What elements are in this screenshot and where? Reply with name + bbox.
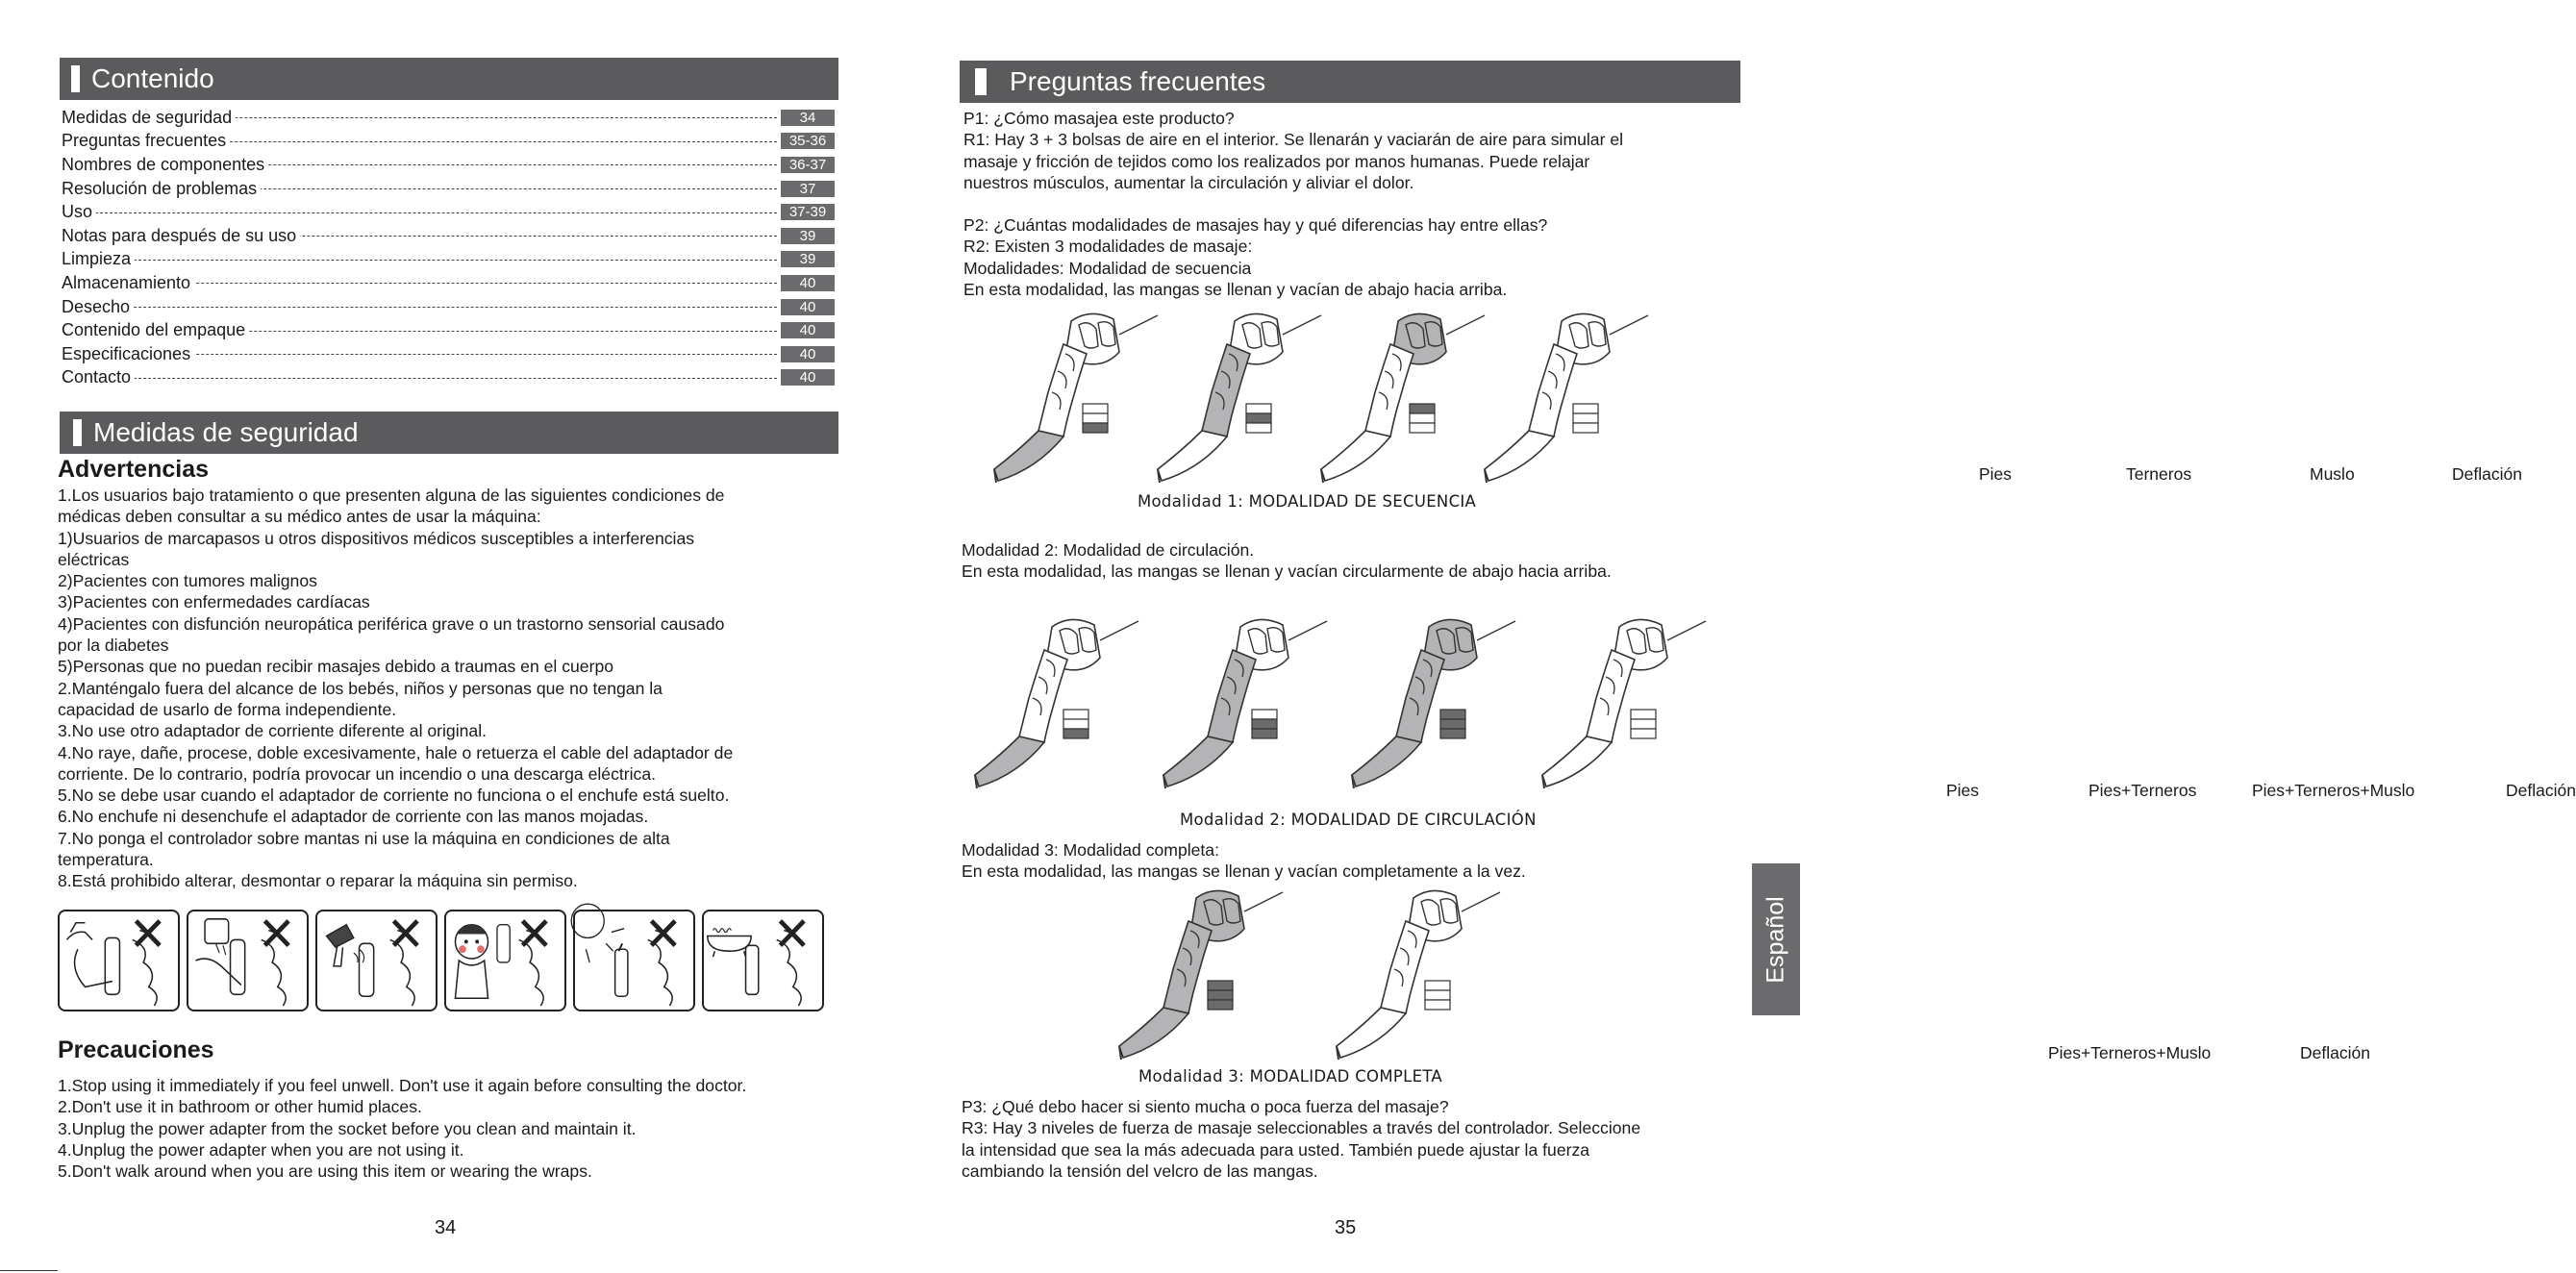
toc-label: Especificaciones bbox=[62, 344, 194, 364]
text-line: 4.No raye, dañe, procese, doble excesivamente, hale o retuerza el cable del adaptador de bbox=[58, 742, 734, 762]
right-page bbox=[900, 0, 2576, 1273]
toc-row bbox=[62, 366, 835, 390]
toc-page: 40 bbox=[781, 369, 835, 386]
text-line: Modalidad 3: Modalidad completa: bbox=[962, 840, 1219, 860]
text-line: En esta modalidad, las mangas se llenan y vacían circularmente de abajo hacia arriba. bbox=[962, 562, 1612, 582]
safety-title: Medidas de seguridad bbox=[93, 417, 359, 447]
toc-row bbox=[62, 248, 835, 272]
leg-sleeve bbox=[1337, 890, 1500, 1060]
text-line: En esta modalidad, las mangas se llenan y vacían completamente a la vez. bbox=[962, 861, 1526, 882]
mode-label: Terneros bbox=[2126, 464, 2192, 484]
text-line: 2.Don't use it in bathroom or other humid places. bbox=[58, 1097, 422, 1117]
toc-row bbox=[62, 318, 835, 342]
mode2-intro bbox=[962, 539, 1750, 583]
text-line: corriente. De lo contrario, podría provocar un incendio o una descarga eléctrica. bbox=[58, 763, 656, 784]
text-line: 8.Está prohibido alterar, desmontar o reparar la máquina sin permiso. bbox=[58, 871, 578, 891]
warning-pictograms bbox=[58, 910, 824, 1011]
child-warning-icon bbox=[444, 910, 566, 1011]
toc-row bbox=[62, 342, 835, 366]
leg-sleeve bbox=[975, 619, 1138, 788]
text-line: nuestros músculos, aumentar la circulación y aliviar el dolor. bbox=[963, 172, 1414, 192]
text-line: 5.No se debe usar cuando el adaptador de corriente no funciona o el enchufe está suelto. bbox=[58, 786, 730, 806]
sun-heat-warning-icon bbox=[573, 910, 695, 1011]
faq-title: Preguntas frecuentes bbox=[1010, 66, 1266, 96]
toc-label: Almacenamiento bbox=[62, 273, 194, 293]
leg-sleeve bbox=[1352, 619, 1515, 788]
text-line: En esta modalidad, las mangas se llenan y vacían de abajo hacia arriba. bbox=[963, 279, 1508, 299]
toc-leader bbox=[62, 307, 777, 308]
text-line: 2.Manténgalo fuera del alcance de los bebés, niños y personas que no tengan la bbox=[58, 678, 663, 698]
text-line: Modalidades: Modalidad de secuencia bbox=[963, 258, 1252, 278]
text-line: 5.Don't walk around when you are using this item or wearing the wraps. bbox=[58, 1161, 592, 1182]
mode3-legs bbox=[1112, 885, 1515, 1067]
text-line: 4)Pacientes con disfunción neuropática periférica grave o un trastorno sensorial causado bbox=[58, 613, 725, 634]
text-line: 7.No ponga el controlador sobre mantas ni use la máquina en condiciones de alta bbox=[58, 828, 670, 848]
toc-label: Uso bbox=[62, 202, 96, 222]
toc-label: Medidas de seguridad bbox=[62, 108, 236, 128]
toc-label: Contacto bbox=[62, 367, 135, 387]
page-number: 34 bbox=[435, 1217, 457, 1238]
text-line: 6.No enchufe ni desenchufe el adaptador de corriente con las manos mojadas. bbox=[58, 807, 649, 827]
bathtub-warning-icon bbox=[702, 910, 824, 1011]
mode3-intro bbox=[962, 839, 1750, 883]
faq-q2 bbox=[963, 214, 1752, 300]
toc-page: 39 bbox=[781, 228, 835, 244]
toc-label: Contenido del empaque bbox=[62, 320, 249, 340]
toc-label: Limpieza bbox=[62, 249, 135, 269]
text-line: P2: ¿Cuántas modalidades de masajes hay y qué diferencias hay entre ellas? bbox=[963, 215, 1548, 235]
leg-sleeve bbox=[1163, 619, 1327, 788]
toc-label: Resolución de problemas bbox=[62, 179, 261, 199]
mode3-figure bbox=[1112, 885, 1515, 1067]
leg-sleeve bbox=[994, 313, 1158, 483]
header-marker bbox=[71, 65, 80, 92]
leg-sleeve bbox=[1542, 619, 1706, 788]
mode3-title: Modalidad 3: MODALIDAD COMPLETA bbox=[1138, 1067, 1443, 1086]
text-line: la intensidad que sea la más adecuada para usted. También puede ajustar la fuerza bbox=[962, 1139, 1590, 1160]
text-line: 3.Unplug the power adapter from the socket before you clean and maintain it. bbox=[58, 1118, 637, 1138]
toc-page: 36-37 bbox=[781, 157, 835, 173]
toc-header bbox=[60, 58, 838, 100]
left-page bbox=[0, 0, 900, 1273]
text-line: Modalidad 2: Modalidad de circulación. bbox=[962, 540, 1255, 560]
mode-label: Muslo bbox=[2310, 464, 2355, 484]
mode-label: Pies bbox=[1946, 781, 1980, 800]
toc-leader bbox=[62, 212, 777, 213]
safety-header bbox=[60, 412, 838, 454]
text-line: 3)Pacientes con enfermedades cardíacas bbox=[58, 592, 370, 612]
leg-sleeve bbox=[1321, 313, 1485, 483]
text-line: 4.Unplug the power adapter when you are not using it. bbox=[58, 1139, 464, 1160]
toc-title: Contenido bbox=[91, 63, 214, 93]
text-line: P3: ¿Qué debo hacer si siento mucha o poca fuerza del masaje? bbox=[962, 1097, 1449, 1116]
hair-dryer-warning-icon bbox=[315, 910, 438, 1011]
text-line: 1)Usuarios de marcapasos u otros dispositivos médicos susceptibles a interferencias bbox=[58, 528, 695, 548]
mode2-legs bbox=[967, 612, 1698, 794]
precautions-text bbox=[58, 1075, 865, 1182]
toc-label: Notas para después de su uso bbox=[62, 226, 300, 246]
toc-page: 40 bbox=[781, 346, 835, 362]
toc-row bbox=[62, 200, 835, 224]
language-tab-label: Español bbox=[1762, 895, 1789, 984]
mode2-title: Modalidad 2: MODALIDAD DE CIRCULACIÓN bbox=[1180, 811, 1537, 829]
toc-page: 35-36 bbox=[781, 133, 835, 149]
table-of-contents bbox=[62, 106, 835, 389]
leg-sleeve bbox=[1119, 890, 1283, 1060]
toc-page: 40 bbox=[781, 299, 835, 315]
water-pour-warning-icon bbox=[187, 910, 309, 1011]
mode-label: Deflación bbox=[2506, 781, 2576, 800]
toc-page: 37-39 bbox=[781, 204, 835, 220]
toc-page: 34 bbox=[781, 110, 835, 126]
warnings-heading: Advertencias bbox=[58, 456, 210, 483]
warnings-text bbox=[58, 485, 846, 892]
mode2-figure bbox=[967, 612, 1698, 794]
text-line: eléctricas bbox=[58, 549, 130, 569]
toc-row bbox=[62, 153, 835, 177]
faq-q1 bbox=[963, 108, 1752, 193]
toc-row bbox=[62, 295, 835, 319]
header-marker bbox=[73, 419, 82, 446]
mode-label: Deflación bbox=[2452, 464, 2522, 484]
text-line: capacidad de usarlo de forma independiente. bbox=[58, 699, 397, 719]
toc-page: 39 bbox=[781, 251, 835, 267]
text-line: P1: ¿Cómo masajea este producto? bbox=[963, 109, 1235, 128]
toc-page: 40 bbox=[781, 275, 835, 291]
text-line: R3: Hay 3 niveles de fuerza de masaje seleccionables a través del controlador. Seleccione bbox=[962, 1118, 1641, 1138]
mode1-figure bbox=[987, 306, 1679, 488]
mode1-title: Modalidad 1: MODALIDAD DE SECUENCIA bbox=[1138, 492, 1477, 511]
text-line: 2)Pacientes con tumores malignos bbox=[58, 571, 317, 591]
toc-label: Preguntas frecuentes bbox=[62, 131, 230, 151]
text-line: médicas deben consultar a su médico antes de usar la máquina: bbox=[58, 507, 541, 527]
footer-line bbox=[0, 1270, 58, 1271]
mode1-legs bbox=[987, 306, 1679, 488]
page-number: 35 bbox=[1335, 1217, 1357, 1238]
text-line: 1.Stop using it immediately if you feel unwell. Don't use it again before consulting the doctor. bbox=[58, 1076, 747, 1095]
mode-label: Pies+Terneros+Muslo bbox=[2252, 781, 2415, 800]
mode-label: Pies+Terneros+Muslo bbox=[2048, 1043, 2212, 1062]
toc-label: Nombres de componentes bbox=[62, 155, 268, 175]
precautions-heading: Precauciones bbox=[58, 1036, 214, 1063]
language-tab bbox=[1752, 863, 1800, 1015]
toc-row bbox=[62, 106, 835, 130]
toc-label: Desecho bbox=[62, 297, 134, 317]
text-line: R1: Hay 3 + 3 bolsas de aire en el interior. Se llenarán y vaciarán de aire para simular el bbox=[963, 130, 1624, 150]
toc-leader bbox=[62, 260, 777, 261]
text-line: R2: Existen 3 modalidades de masaje: bbox=[963, 237, 1253, 257]
faq-header bbox=[960, 61, 1740, 103]
toc-leader bbox=[62, 378, 777, 379]
mode-label: Deflación bbox=[2300, 1043, 2370, 1062]
text-line: 3.No use otro adaptador de corriente diferente al original. bbox=[58, 721, 487, 741]
toc-page: 37 bbox=[781, 181, 835, 197]
text-line: 5)Personas que no puedan recibir masajes debido a traumas en el cuerpo bbox=[58, 657, 614, 677]
toc-row bbox=[62, 224, 835, 248]
header-marker bbox=[975, 68, 987, 95]
toc-row bbox=[62, 130, 835, 154]
mode-label: Pies+Terneros bbox=[2088, 781, 2197, 800]
text-line: por la diabetes bbox=[58, 636, 169, 656]
toc-page: 40 bbox=[781, 322, 835, 338]
faq-q3 bbox=[962, 1096, 1750, 1182]
leg-sleeve bbox=[1485, 313, 1648, 483]
spray-warning-icon bbox=[58, 910, 180, 1011]
text-line: masaje y fricción de tejidos como los realizados por manos humanas. Puede relajar bbox=[963, 151, 1590, 171]
text-line: cambiando la tensión del velcro de las mangas. bbox=[962, 1161, 1318, 1181]
toc-row bbox=[62, 271, 835, 295]
text-line: temperatura. bbox=[58, 850, 154, 870]
text-line: 1.Los usuarios bajo tratamiento o que presenten alguna de las siguientes condiciones de bbox=[58, 486, 725, 505]
leg-sleeve bbox=[1158, 313, 1321, 483]
mode-label: Pies bbox=[1979, 464, 2013, 484]
toc-row bbox=[62, 177, 835, 201]
